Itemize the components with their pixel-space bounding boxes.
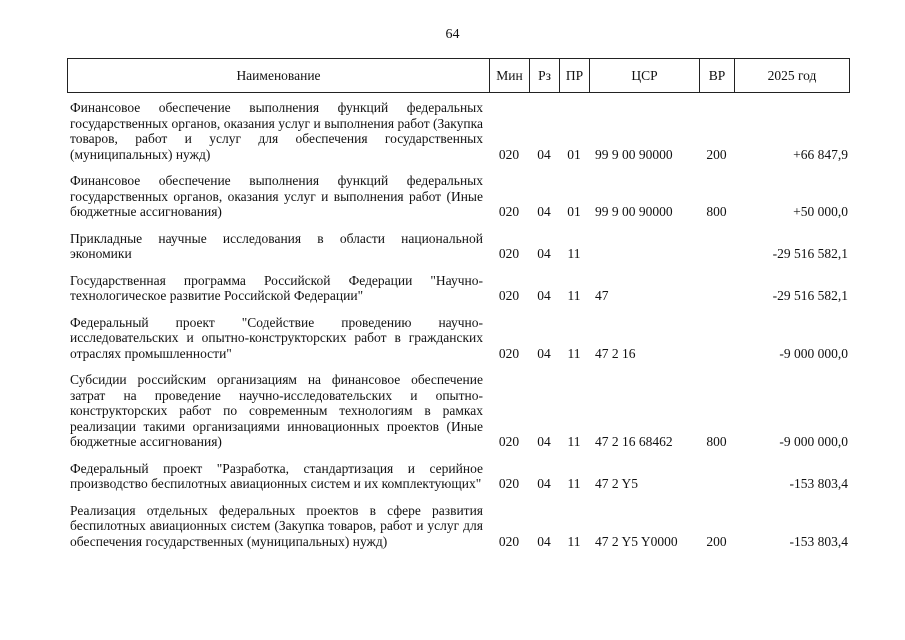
row-name: Финансовое обеспечение выполнения функций федеральных государственных органов, оказания услуг и выполнения работ (Закупка товаров, работ и услуг для обеспечения государственных (муниципальных) нужд) [70, 100, 483, 162]
table-row [67, 96, 849, 169]
row-amount: -9 000 000,0 [779, 345, 848, 361]
row-pr: 11 [567, 434, 581, 449]
row-name: Субсидии российским организациям на финансовое обеспечение затрат на проведение научно-исследовательских и опытно-конструкторских работ по современным технологиям в рамках реализации такими организациями инновационных проектов (Иные бюджетные ассигнования) [70, 372, 483, 449]
column-header-amount: 2025 год [735, 59, 850, 93]
row-name: Федеральный проект "Содействие проведению научно-исследовательских и опытно-конструкторских работ в гражданских отраслях промышленности" [70, 314, 483, 361]
row-name: Государственная программа Российской Федерации "Научно-технологическое развитие Российской Федерации" [70, 272, 483, 303]
row-rz: 04 [537, 204, 551, 219]
row-vr [699, 457, 734, 499]
row-csr: 47 2 16 [595, 345, 636, 361]
row-pr: 01 [567, 204, 581, 219]
row-csr: 99 9 00 90000 [595, 204, 673, 219]
row-min: 020 [498, 434, 520, 449]
row-csr: 47 [595, 288, 609, 303]
row-name: Реализация отдельных федеральных проектов в сфере развития беспилотных авиационных систем (Закупка товаров, работ и услуг для обеспечения государственных (муниципальных) нужд) [70, 502, 483, 549]
row-min: 020 [498, 146, 520, 162]
page-number: 64 [445, 27, 460, 42]
row-min: 020 [498, 288, 520, 303]
row-rz: 04 [537, 434, 551, 449]
row-min: 020 [498, 533, 520, 549]
budget-table [67, 96, 849, 556]
row-vr: 200 [706, 146, 727, 162]
row-csr [589, 227, 699, 269]
column-header-pr: ПР [560, 59, 590, 93]
row-min: 020 [498, 204, 520, 219]
row-csr: 47 2 Y5 Y0000 [595, 533, 678, 549]
row-rz: 04 [537, 533, 551, 549]
row-pr: 01 [567, 146, 581, 162]
row-name: Финансовое обеспечение выполнения функций федеральных государственных органов, оказания услуг и выполнения работ (Иные бюджетные ассигнования) [70, 173, 483, 219]
row-pr: 11 [567, 476, 581, 491]
row-vr [699, 269, 734, 311]
row-pr: 11 [567, 533, 581, 549]
row-amount: -153 803,4 [789, 533, 848, 549]
column-header-vr: ВР [700, 59, 735, 93]
row-pr: 11 [567, 288, 581, 303]
row-vr: 200 [706, 533, 727, 549]
row-name: Прикладные научные исследования в области национальной экономики [70, 230, 483, 261]
table-row [67, 269, 849, 311]
row-csr: 99 9 00 90000 [595, 146, 673, 162]
table-row [67, 368, 849, 457]
row-pr: 11 [567, 246, 581, 261]
row-amount: -29 516 582,1 [772, 246, 848, 261]
column-header-csr: ЦСР [590, 59, 700, 93]
row-name: Федеральный проект "Разработка, стандартизация и серийное производство беспилотных авиационных систем и их комплектующих" [70, 460, 483, 491]
table-header [67, 58, 850, 93]
row-vr [699, 227, 734, 269]
table-row [67, 227, 849, 269]
row-vr: 800 [706, 434, 727, 449]
row-min: 020 [498, 246, 520, 261]
row-min: 020 [498, 345, 520, 361]
row-pr: 11 [567, 345, 581, 361]
row-amount: -153 803,4 [789, 476, 848, 491]
table-row [67, 457, 849, 499]
row-amount: -9 000 000,0 [779, 434, 848, 449]
row-vr [699, 311, 734, 369]
table-row [67, 311, 849, 369]
row-amount: -29 516 582,1 [772, 288, 848, 303]
row-rz: 04 [537, 246, 551, 261]
column-header-name: Наименование [68, 59, 490, 93]
row-rz: 04 [537, 288, 551, 303]
table-row [67, 169, 849, 227]
column-header-min: Мин [490, 59, 530, 93]
row-csr: 47 2 16 68462 [595, 434, 673, 449]
row-csr: 47 2 Y5 [595, 476, 638, 491]
row-min: 020 [498, 476, 520, 491]
column-header-rz: Рз [530, 59, 560, 93]
row-rz: 04 [537, 146, 551, 162]
row-vr: 800 [706, 204, 727, 219]
row-amount: +66 847,9 [793, 146, 848, 162]
row-rz: 04 [537, 345, 551, 361]
row-amount: +50 000,0 [793, 204, 848, 219]
row-rz: 04 [537, 476, 551, 491]
table-row [67, 499, 849, 557]
